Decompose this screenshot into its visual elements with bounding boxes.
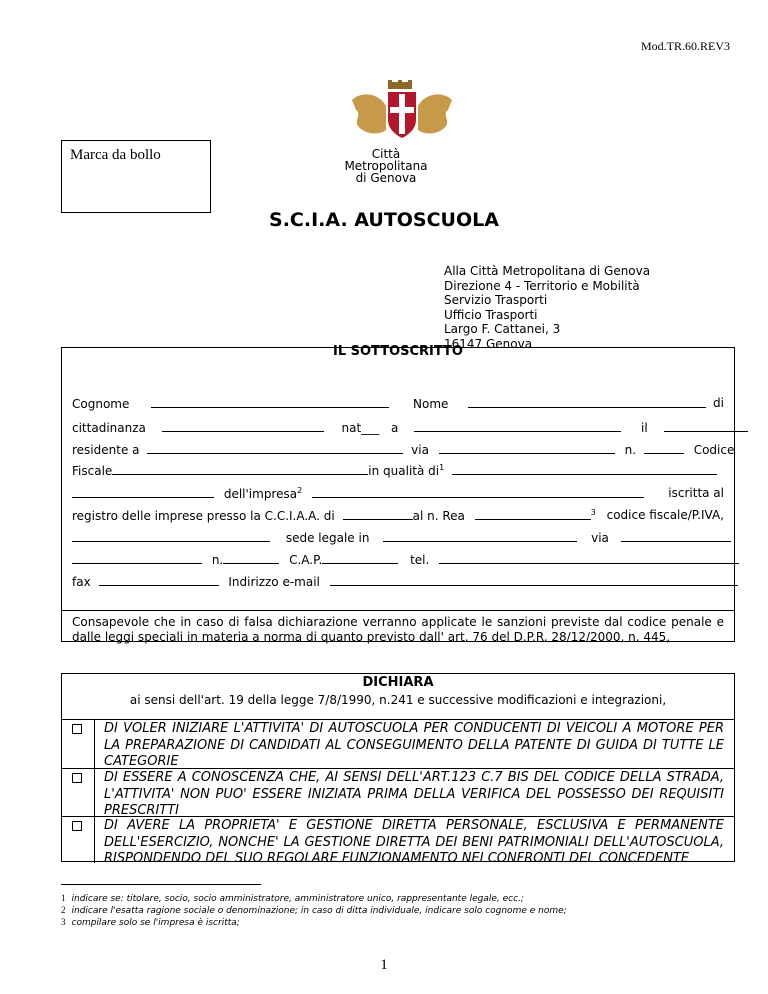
- label-residente: residente a: [72, 443, 140, 457]
- footnote-rule: [61, 884, 261, 885]
- label-via-2: via: [591, 531, 609, 545]
- label-cittadinanza: cittadinanza: [72, 421, 146, 435]
- address-line: Direzione 4 - Territorio e Mobilità: [444, 278, 640, 293]
- footnote-ref-2: 2: [297, 486, 303, 495]
- address-line: Largo F. Cattanei, 3: [444, 322, 561, 336]
- qualita-field[interactable]: [452, 463, 717, 475]
- row-fax-email: [72, 574, 724, 589]
- residenza-field[interactable]: [147, 442, 403, 454]
- stamp-box: [61, 140, 211, 213]
- cittadinanza-field[interactable]: [162, 420, 324, 432]
- label-n: n.: [624, 443, 637, 457]
- logo-caption: [330, 148, 442, 184]
- recipient-address: [444, 264, 650, 351]
- logo-line-1: Città Metropolitana: [344, 147, 428, 173]
- address-line: Servizio Trasporti: [444, 293, 548, 307]
- fax-field[interactable]: [99, 574, 219, 586]
- form-code: Mod.TR.60.REV3: [640, 39, 730, 53]
- impresa-field[interactable]: [312, 486, 644, 498]
- item-text: DI AVERE LA PROPRIETA' E GESTIONE DIRETTA PERSONALE, ESCLUSIVA E PERMANENTE DELL'ESERCIZIO, NONCHE' LA GESTIONE DIRETTA DEI BENI PATRIMONIALI DELL'AUTOSCUOLA, RISPONDENDO DEL SUO REGOLARE FUNZIONAMENTO NEI CONFRONTI DEL CONCEDENTE: [104, 818, 724, 866]
- address-line: Ufficio Trasporti: [444, 307, 538, 322]
- nome-field[interactable]: [468, 396, 706, 408]
- divider: [94, 817, 95, 863]
- rea-field[interactable]: [475, 508, 591, 520]
- label-qualita: in qualità di: [368, 464, 440, 478]
- label-email: Indirizzo e-mail: [228, 575, 320, 589]
- luogo-nascita-field[interactable]: [414, 420, 621, 432]
- sottoscritto-heading: IL SOTTOSCRITTO: [333, 344, 463, 359]
- row-registro: [72, 508, 724, 523]
- label-di: di: [713, 396, 724, 410]
- divider: [94, 720, 95, 769]
- tel-field[interactable]: [439, 552, 739, 564]
- footnote-ref-3: 3: [590, 508, 596, 517]
- footnote-number: 3: [61, 917, 66, 927]
- item-checkbox[interactable]: [72, 773, 82, 783]
- via-field[interactable]: [439, 442, 615, 454]
- sede-field[interactable]: [383, 530, 577, 542]
- label-cap: C.A.P.: [289, 553, 323, 567]
- dichiara-item: [62, 816, 734, 866]
- item-checkbox[interactable]: [72, 821, 82, 831]
- row-impresa: [72, 486, 724, 501]
- label-il: il: [641, 421, 648, 435]
- dichiara-item: [62, 719, 734, 769]
- consapevole-text: Consapevole che in caso di falsa dichiarazione verranno applicate le sanzioni previste dal codice penale e dalle leggi speciali in materia a norma di quanto previsto dall' art. 76 del D.P.R. 28/12/2000, n. 445,: [62, 610, 734, 644]
- label-fiscale: Fiscale: [72, 464, 113, 478]
- label-impresa: dell'impresa: [223, 487, 298, 501]
- dichiara-heading: DICHIARA: [362, 675, 434, 690]
- label-registro: registro delle imprese presso la C.C.I.A.A. di: [72, 509, 335, 523]
- dichiara-section: [61, 673, 735, 866]
- footnote-ref-1: 1: [439, 463, 445, 472]
- label-via: via: [411, 443, 429, 457]
- label-n-2: n.: [211, 553, 224, 567]
- item-text: DI VOLER INIZIARE L'ATTIVITA' DI AUTOSCUOLA PER CONDUCENTI DI VEICOLI A MOTORE PER LA PREPARAZIONE DI CANDIDATI AL CONSEGUIMENTO DELLA PATENTE DI GUIDA DI TUTTE LE CATEGORIE: [104, 721, 724, 769]
- label-cf-piva: codice fiscale/P.IVA,: [606, 508, 724, 522]
- footnote-number: 2: [61, 905, 66, 915]
- data-nascita-field[interactable]: [664, 420, 748, 432]
- logo-line-2: di Genova: [355, 171, 417, 185]
- row-cognome: [72, 396, 724, 411]
- footnote: [61, 917, 240, 928]
- footnote-text: indicare se: titolare, socio, socio amministratore, amministratore unico, rappresentante legale, ecc.;: [71, 894, 524, 904]
- label-rea: al n. Rea: [412, 509, 465, 523]
- divider: [94, 769, 95, 817]
- page-number: 1: [380, 957, 388, 973]
- address-line: Alla Città Metropolitana di Genova: [444, 264, 651, 278]
- cciaa-field[interactable]: [343, 508, 413, 520]
- label-nat: nat___: [341, 421, 380, 435]
- dichiara-subtitle: ai sensi dell'art. 19 della legge 7/8/1990, n.241 e successive modificazioni e integrazioni,: [129, 693, 667, 707]
- cap-field[interactable]: [322, 552, 398, 564]
- label-a: a: [391, 421, 399, 435]
- item-text: DI ESSERE A CONOSCENZA CHE, AI SENSI DELL'ART.123 C.7 BIS DEL CODICE DELLA STRADA, L'ATTIVITA' NON PUO' ESSERE INIZIATA PRIMA DELLA VERIFICA DEL POSSESSO DEI REQUISITI PRESCRITTI: [104, 770, 724, 818]
- dichiara-item: [62, 768, 734, 817]
- page-title: S.C.I.A. AUTOSCUOLA: [269, 209, 499, 231]
- civico-sede-field[interactable]: [223, 552, 279, 564]
- item-checkbox[interactable]: [72, 724, 82, 734]
- via-sede-field[interactable]: [621, 530, 731, 542]
- cf-piva-field[interactable]: [72, 530, 270, 542]
- row-residenza: [72, 442, 735, 457]
- row-cap-tel: [72, 552, 724, 567]
- footnote: [61, 893, 524, 904]
- label-fax: fax: [72, 575, 91, 589]
- codice-fiscale-field[interactable]: [112, 463, 368, 475]
- label-iscritta: iscritta al: [668, 486, 724, 500]
- email-field[interactable]: [330, 574, 738, 586]
- address-line: 16147 Genova: [444, 336, 533, 351]
- row-cittadinanza: [72, 420, 724, 435]
- row-fiscale: [72, 463, 724, 478]
- footnote-text: compilare solo se l'impresa è iscritta;: [71, 918, 240, 928]
- footnote-number: 1: [61, 893, 66, 903]
- label-nome: Nome: [413, 397, 449, 411]
- footnote-text: indicare l'esatta ragione sociale o denominazione; in caso di ditta individuale, indicare solo cognome e nome;: [71, 906, 567, 916]
- cognome-field[interactable]: [151, 396, 389, 408]
- stamp-box-label: Marca da bollo: [70, 147, 161, 163]
- sottoscritto-section: [61, 344, 735, 644]
- label-tel: tel.: [410, 553, 430, 567]
- label-sede: sede legale in: [285, 531, 370, 545]
- row-sede: [72, 530, 724, 545]
- label-cognome: Cognome: [72, 397, 130, 411]
- impresa-name-field[interactable]: [72, 486, 214, 498]
- label-codice: Codice: [693, 443, 735, 457]
- civico-field[interactable]: [644, 442, 684, 454]
- footnote: [61, 905, 567, 916]
- sede-extra-field[interactable]: [72, 552, 202, 564]
